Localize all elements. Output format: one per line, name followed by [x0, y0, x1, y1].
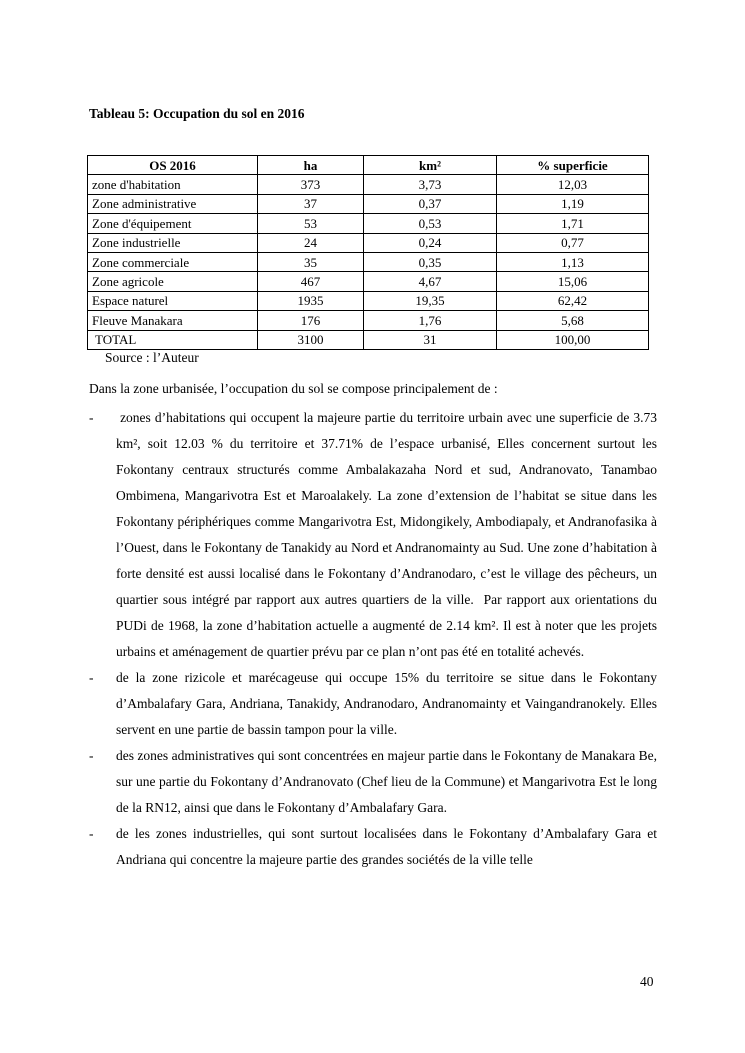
cell-km2: 3,73 [364, 175, 497, 194]
column-header-percent: % superficie [497, 156, 649, 175]
cell-km2: 4,67 [364, 272, 497, 291]
cell-percent: 1,71 [497, 214, 649, 233]
cell-percent: 100,00 [497, 330, 649, 349]
cell-zone: TOTAL [88, 330, 258, 349]
cell-percent: 12,03 [497, 175, 649, 194]
cell-percent: 0,77 [497, 233, 649, 252]
cell-percent: 5,68 [497, 311, 649, 330]
list-item [89, 405, 661, 665]
cell-percent: 1,13 [497, 252, 649, 271]
table-source: Source : l’Auteur [105, 350, 199, 365]
page-number: 40 [640, 974, 654, 989]
cell-ha: 3100 [258, 330, 364, 349]
cell-zone: Espace naturel [88, 291, 258, 310]
cell-zone: Zone industrielle [88, 233, 258, 252]
table-row [88, 311, 649, 330]
cell-ha: 24 [258, 233, 364, 252]
cell-ha: 467 [258, 272, 364, 291]
cell-percent: 62,42 [497, 291, 649, 310]
cell-km2: 0,24 [364, 233, 497, 252]
list-item-text: de les zones industrielles, qui sont surtout localisées dans le Fokontany d’Ambalafary Gara et Andriana qui concentre la majeure partie des grandes sociétés de la ville telle [116, 826, 657, 867]
cell-km2: 19,35 [364, 291, 497, 310]
land-use-table [87, 155, 649, 350]
cell-percent: 15,06 [497, 272, 649, 291]
cell-zone: Zone d'équipement [88, 214, 258, 233]
cell-km2: 31 [364, 330, 497, 349]
table-row [88, 175, 649, 194]
table-row [88, 194, 649, 213]
column-header-ha: ha [258, 156, 364, 175]
table-row [88, 214, 649, 233]
cell-ha: 35 [258, 252, 364, 271]
cell-zone: Zone commerciale [88, 252, 258, 271]
cell-zone: Zone agricole [88, 272, 258, 291]
list-item [89, 821, 657, 873]
cell-km2: 0,35 [364, 252, 497, 271]
cell-km2: 0,53 [364, 214, 497, 233]
table-caption: Tableau 5: Occupation du sol en 2016 [89, 106, 305, 121]
bullet-list [89, 405, 661, 873]
column-header-km2: km² [364, 156, 497, 175]
bullet-dash: - [89, 748, 94, 763]
table-row [88, 291, 649, 310]
bullet-dash: - [89, 826, 94, 841]
cell-zone: Zone administrative [88, 194, 258, 213]
cell-zone: Fleuve Manakara [88, 311, 258, 330]
bullet-dash: - [89, 410, 94, 425]
cell-ha: 53 [258, 214, 364, 233]
cell-km2: 0,37 [364, 194, 497, 213]
cell-ha: 373 [258, 175, 364, 194]
cell-zone: zone d'habitation [88, 175, 258, 194]
intro-paragraph: Dans la zone urbanisée, l’occupation du sol se compose principalement de : [89, 381, 498, 396]
cell-ha: 1935 [258, 291, 364, 310]
cell-ha: 176 [258, 311, 364, 330]
list-item-text: de la zone rizicole et marécageuse qui occupe 15% du territoire se situe dans le Fokontany d’Ambalafary Gara, Andriana, Tanakidy, Andranodaro, Andranomainty et Vaingandranokely. Elles servent en une partie de bassin tampon pour la ville. [116, 670, 657, 737]
table-row [88, 233, 649, 252]
table-row [88, 252, 649, 271]
list-item-text: zones d’habitations qui occupent la majeure partie du territoire urbain avec une superficie de 3.73 km², soit 12.03 % du territoire et 37.71% de l’espace urbanisé, Elles concernent surtout les Fokontany centraux structurés comme Ambalakazaha Nord et sud, Andranovato, Tanambao Ombimena, Mangarivotra Est et Maroalakely. La zone d’extension de l’habitat se situe dans les Fokontany périphériques comme Mangarivotra Est, Midongikely, Ambodiapaly, et Andranofasika à l’Ouest, dans le Fokontany de Tanakidy au Nord et Andranomainty au Sud. Une zone d’habitation à forte densité est aussi localisé dans le Fokontany d’Andranodaro, c’est le village des pêcheurs, un quartier sous intégré par rapport aux autres quartiers de la ville. Par rapport aux orientations du PUDi de 1968, la zone d’habitation actuelle a augmenté de 2.14 km². Il est à noter que les projets urbains et aménagement de quartier prévu par ce plan n’ont pas été en totalité achevés. [116, 410, 661, 659]
table-header-row [88, 156, 649, 175]
cell-percent: 1,19 [497, 194, 649, 213]
column-header-os-2016: OS 2016 [88, 156, 258, 175]
table-row [88, 272, 649, 291]
table-total-row [88, 330, 649, 349]
bullet-dash: - [89, 670, 94, 685]
cell-km2: 1,76 [364, 311, 497, 330]
list-item [89, 743, 657, 821]
cell-ha: 37 [258, 194, 364, 213]
list-item [89, 665, 657, 743]
list-item-text: des zones administratives qui sont concentrées en majeur partie dans le Fokontany de Manakara Be, sur une partie du Fokontany d’Andranovato (Chef lieu de la Commune) et Mangarivotra Est le long de la RN12, ainsi que dans le Fokontany d’Ambalafary Gara. [116, 748, 657, 815]
